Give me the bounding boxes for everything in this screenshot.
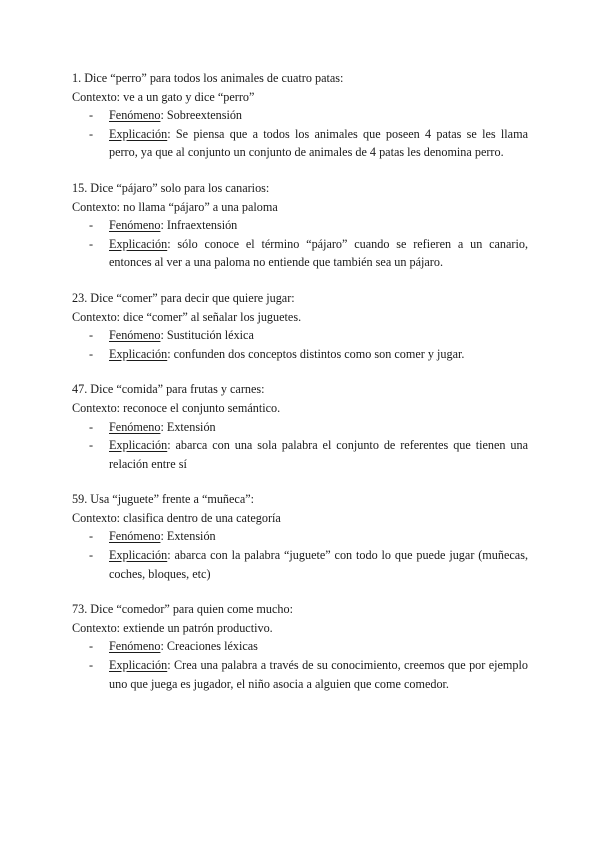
entry-heading: 59. Usa “juguete” frente a “muñeca”: <box>72 492 255 507</box>
explanation-value: : confunden dos conceptos distintos como son comer y jugar. <box>167 346 465 361</box>
phenomenon-value: : Sobreextensión <box>160 108 243 123</box>
entry-1 <box>72 69 528 162</box>
entry-heading: 1. Dice “perro” para todos los animales de cuatro patas: <box>72 71 344 85</box>
document-body <box>72 69 528 710</box>
explanation-value: : Crea una palabra a través de su conocimiento, creemos que por ejemplo uno que juega es jugador, el niño asocia a alguien que come comedor. <box>109 658 528 691</box>
bullet-dash: - <box>89 218 94 233</box>
entry-15 <box>72 179 528 272</box>
explanation-item <box>72 235 528 272</box>
explanation-value: : abarca con una sola palabra el conjunto de referentes que tienen una relación entre sí <box>109 438 528 471</box>
explanation-item <box>72 656 528 693</box>
explanation-label: Explicación <box>109 126 168 141</box>
explanation-value: : sólo conoce el término “pájaro” cuando se refieren a un canario, entonces al ver a una paloma no entiende que también sea un pájaro. <box>109 236 528 270</box>
entry-context: Contexto: extiende un patrón productivo. <box>72 620 273 635</box>
explanation-item <box>72 345 528 364</box>
explanation-label: Explicación <box>109 346 168 361</box>
entry-context: Contexto: no llama “pájaro” a una paloma <box>72 199 278 214</box>
entry-context: Contexto: clasifica dentro de una categoría <box>72 510 281 525</box>
entry-bullets <box>72 418 528 474</box>
entry-59 <box>72 490 528 583</box>
phenomenon-value: : Extensión <box>160 419 216 434</box>
phenomenon-value: : Sustitución léxica <box>160 328 254 343</box>
explanation-label: Explicación <box>109 236 168 251</box>
phenomenon-label: Fenómeno <box>109 218 161 233</box>
bullet-dash: - <box>89 346 94 361</box>
explanation-value: : Se piensa que a todos los animales que poseen 4 patas se les llama perro, ya que al conjunto un conjunto de animales de 4 patas les denomina perro. <box>109 126 528 160</box>
phenomenon-item <box>72 326 528 345</box>
phenomenon-item <box>72 216 528 235</box>
phenomenon-value: : Infraextensión <box>160 218 238 233</box>
phenomenon-label: Fenómeno <box>109 419 161 434</box>
phenomenon-item <box>72 418 528 437</box>
bullet-dash: - <box>89 126 94 141</box>
bullet-dash: - <box>89 236 94 251</box>
entry-bullets <box>72 527 528 583</box>
explanation-label: Explicación <box>109 438 168 453</box>
explanation-item <box>72 546 528 583</box>
bullet-dash: - <box>89 529 94 544</box>
phenomenon-label: Fenómeno <box>109 639 161 654</box>
entry-47 <box>72 380 528 473</box>
bullet-dash: - <box>89 548 94 563</box>
explanation-item <box>72 436 528 473</box>
phenomenon-value: : Extensión <box>160 529 216 544</box>
phenomenon-item <box>72 106 528 125</box>
phenomenon-label: Fenómeno <box>109 328 161 343</box>
bullet-dash: - <box>89 108 94 123</box>
bullet-dash: - <box>89 438 94 453</box>
bullet-dash: - <box>89 658 94 673</box>
phenomenon-item <box>72 527 528 546</box>
entry-bullets <box>72 326 528 363</box>
bullet-dash: - <box>89 639 94 654</box>
entry-heading: 15. Dice “pájaro” solo para los canarios: <box>72 180 270 195</box>
bullet-dash: - <box>89 419 94 434</box>
entry-bullets <box>72 106 528 162</box>
phenomenon-label: Fenómeno <box>109 108 161 123</box>
entry-bullets <box>72 216 528 272</box>
explanation-item <box>72 125 528 162</box>
phenomenon-label: Fenómeno <box>109 529 161 544</box>
entry-heading: 23. Dice “comer” para decir que quiere jugar: <box>72 290 295 305</box>
entry-heading: 73. Dice “comedor” para quien come mucho: <box>72 602 293 617</box>
entry-23 <box>72 289 528 363</box>
entry-context: Contexto: reconoce el conjunto semántico. <box>72 400 281 415</box>
explanation-label: Explicación <box>109 548 168 563</box>
entry-context: Contexto: dice “comer” al señalar los juguetes. <box>72 309 302 324</box>
phenomenon-item <box>72 637 528 656</box>
explanation-value: : abarca con la palabra “juguete” con todo lo que puede jugar (muñecas, coches, bloques, etc) <box>109 548 528 581</box>
entry-bullets <box>72 637 528 693</box>
bullet-dash: - <box>89 328 94 343</box>
phenomenon-value: : Creaciones léxicas <box>160 639 258 654</box>
entry-heading: 47. Dice “comida” para frutas y carnes: <box>72 382 265 397</box>
entry-73 <box>72 600 528 693</box>
entry-context: Contexto: ve a un gato y dice “perro” <box>72 89 255 104</box>
explanation-label: Explicación <box>109 658 168 673</box>
